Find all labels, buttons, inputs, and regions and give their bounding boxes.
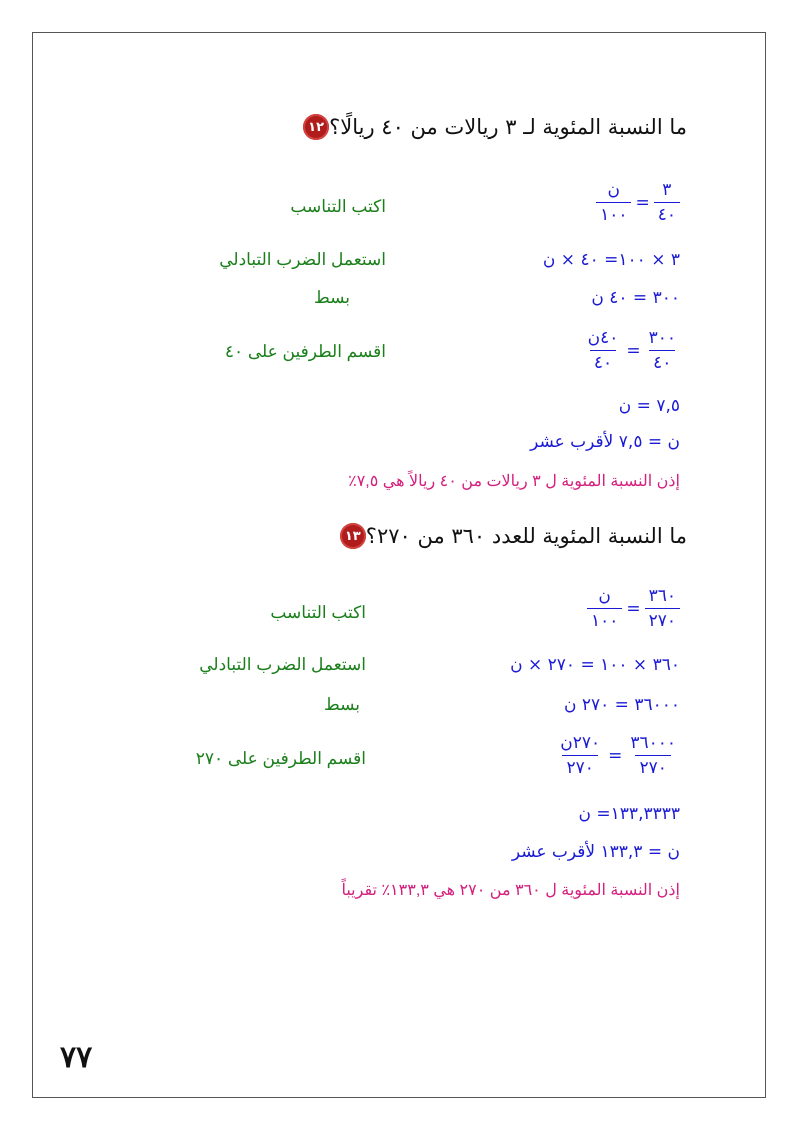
conclusion: إذن النسبة المئوية ل ٣٦٠ من ٢٧٠ هي ١٣٣,٣٪ تقريباً bbox=[341, 882, 680, 899]
step-label: بسط bbox=[313, 288, 350, 307]
math-line: ٣٦٠٠٠ = ٢٧٠ ن bbox=[563, 695, 680, 715]
step-label: استعمل الضرب التبادلي bbox=[219, 250, 386, 269]
division-equation: $\frac{٣٦٠٠٠}{٢٧٠}$ = $\frac{\text{٢٧٠ن}}{٢٧٠}$ bbox=[556, 733, 680, 778]
question-number-badge: ١٢ bbox=[303, 114, 329, 140]
fraction: $\frac{\text{ن}}{١٠٠}$ bbox=[596, 180, 631, 225]
step-label: اقسم الطرفين على ٢٧٠ bbox=[195, 749, 366, 768]
math-line: ٣٦٠ × ١٠٠ = ٢٧٠ × ن bbox=[510, 655, 680, 675]
math-line: ٣٠٠ = ٤٠ ن bbox=[591, 288, 680, 308]
step-label: استعمل الضرب التبادلي bbox=[199, 655, 366, 674]
math-line: ن = ١٣٣,٣ لأقرب عشر bbox=[511, 842, 680, 862]
question-number-badge: ١٣ bbox=[340, 523, 366, 549]
math-line: ٧,٥ = ن bbox=[618, 396, 680, 416]
step-label: اكتب التناسب bbox=[290, 197, 386, 216]
fraction: $\frac{٣٦٠}{٢٧٠}$ bbox=[645, 586, 680, 631]
proportion-equation: $\frac{٣٦٠}{٢٧٠}$ = $\frac{\text{ن}}{١٠٠}$ bbox=[587, 586, 680, 631]
page-number: ٧٧ bbox=[60, 1041, 93, 1074]
step-label: اقسم الطرفين على ٤٠ bbox=[224, 342, 386, 361]
question-12-heading bbox=[295, 110, 687, 144]
step-label: اكتب التناسب bbox=[270, 603, 366, 622]
question-title: ما النسبة المئوية للعدد ٣٦٠ من ٢٧٠؟ bbox=[365, 524, 687, 548]
step-label: بسط bbox=[323, 695, 360, 714]
conclusion: إذن النسبة المئوية ل ٣ ريالات من ٤٠ ريالاً هي ٧,٥٪ bbox=[348, 473, 680, 490]
division-equation: $\frac{٣٠٠}{٤٠}$ = $\frac{\text{٤٠ن}}{٤٠}$ bbox=[584, 328, 680, 373]
question-title: ما النسبة المئوية لـ ٣ ريالات من ٤٠ ريالًا؟ bbox=[329, 115, 687, 139]
fraction: $\frac{\text{ن}}{١٠٠}$ bbox=[587, 586, 622, 631]
math-line: ن = ٧,٥ لأقرب عشر bbox=[530, 432, 680, 452]
fraction: $\frac{\text{٤٠ن}}{٤٠}$ bbox=[587, 328, 619, 373]
question-13-heading bbox=[332, 519, 687, 553]
math-line: ٣ × ١٠٠= ٤٠ × ن bbox=[542, 250, 680, 270]
proportion-equation: $\frac{٣}{٤٠}$ = $\frac{\text{ن}}{١٠٠}$ bbox=[596, 180, 680, 225]
fraction: $\frac{٣٠٠}{٤٠}$ bbox=[648, 328, 676, 373]
math-line: ١٣٣,٣٣٣٣= ن bbox=[578, 804, 680, 824]
fraction: $\frac{\text{٢٧٠ن}}{٢٧٠}$ bbox=[560, 733, 601, 778]
fraction: $\frac{٣٦٠٠٠}{٢٧٠}$ bbox=[630, 733, 676, 778]
fraction: $\frac{٣}{٤٠}$ bbox=[654, 180, 680, 225]
